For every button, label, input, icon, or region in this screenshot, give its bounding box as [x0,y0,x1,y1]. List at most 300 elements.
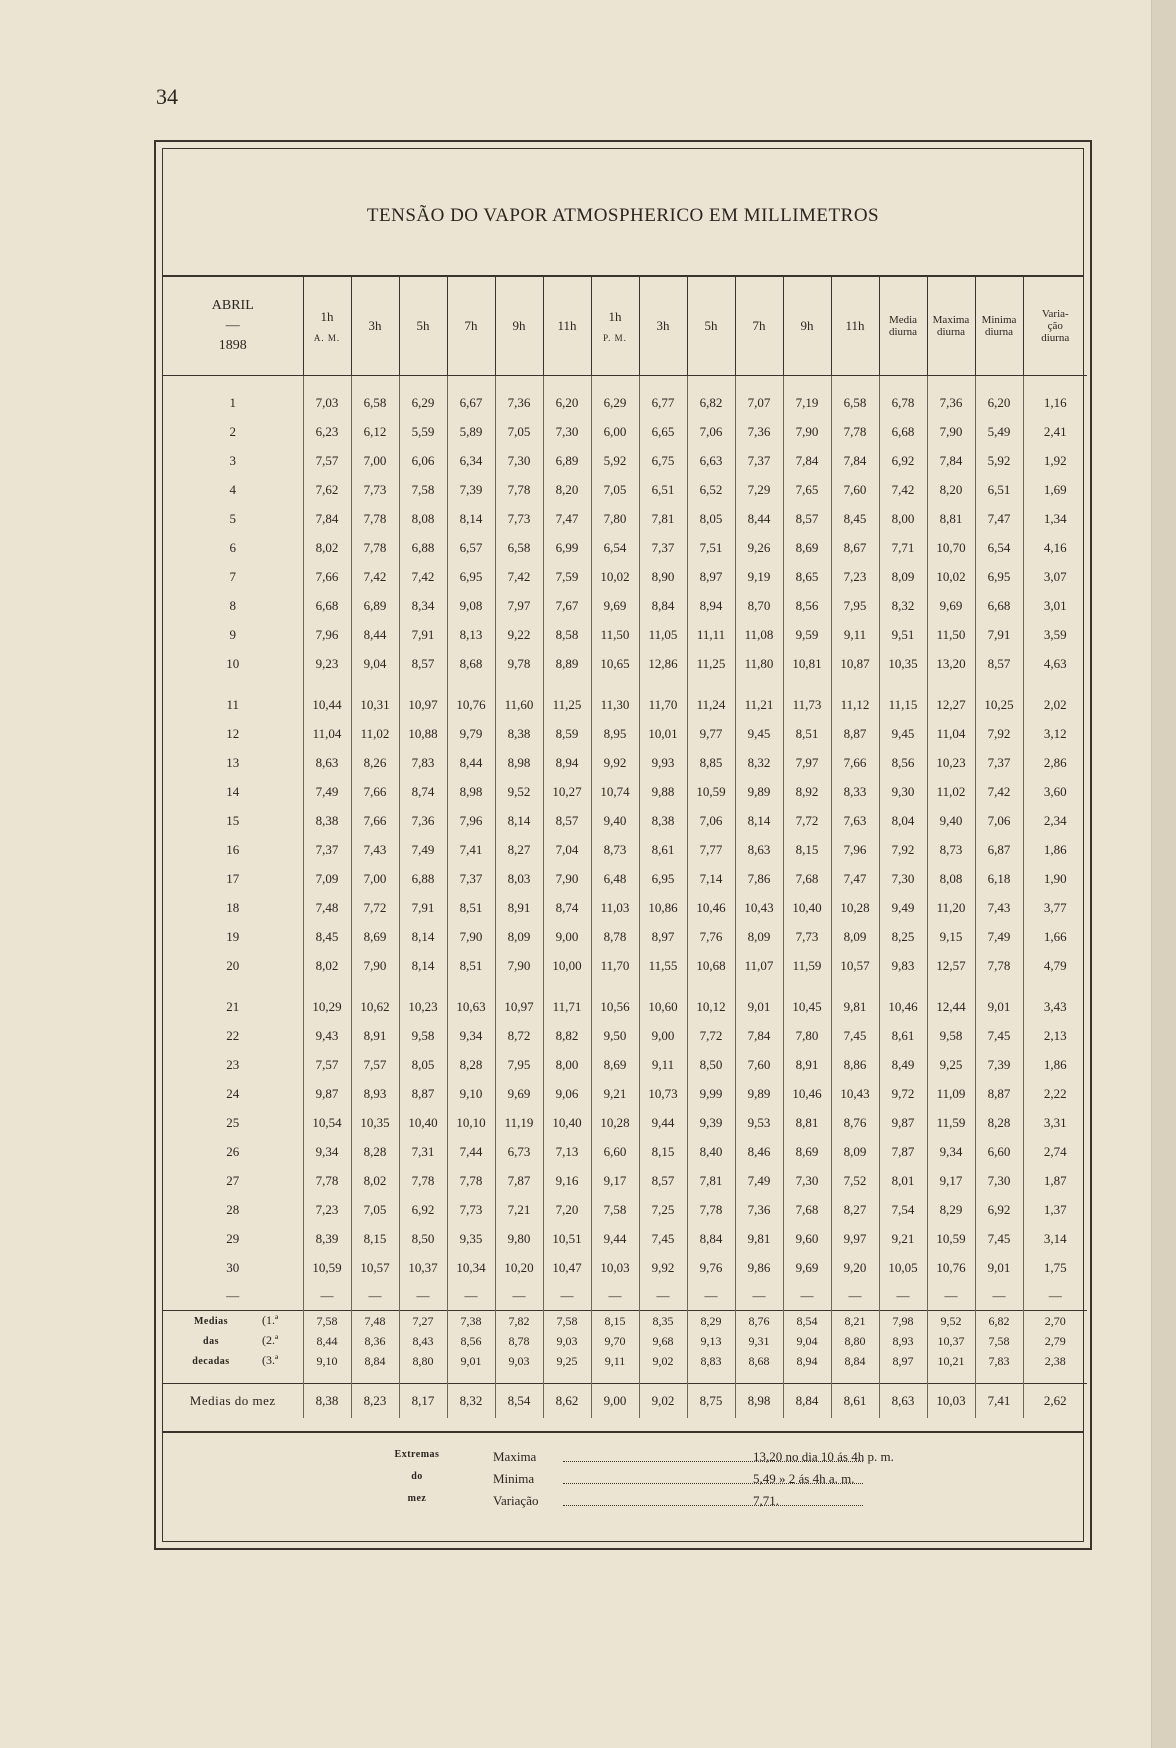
value-cell: 8,69 [783,1137,831,1166]
value-cell: 7,90 [783,417,831,446]
spacer-cell [351,1371,399,1384]
value-cell: 10,34 [447,1253,495,1282]
value-cell: 8,72 [495,1021,543,1050]
value-cell: 10,40 [399,1108,447,1137]
table-row [163,1021,1087,1050]
spacer-cell [303,376,351,389]
table-row [163,719,1087,748]
value-cell: 3,60 [1023,777,1087,806]
value-cell: 7,65 [783,475,831,504]
value-cell: 8,49 [879,1050,927,1079]
value-cell: 7,87 [879,1137,927,1166]
day-cell: 12 [226,725,240,741]
value-cell: 8,45 [831,504,879,533]
spacer-cell [591,1371,639,1384]
value-cell: 8,68 [447,649,495,678]
value-cell: 11,08 [735,620,783,649]
value-cell: 9,76 [687,1253,735,1282]
spacer-cell [975,1371,1023,1384]
value-cell: 9,92 [591,748,639,777]
value-cell: 8,27 [495,835,543,864]
value-cell: 7,37 [639,533,687,562]
value-cell: 8,21 [831,1311,879,1332]
spacer-cell [975,678,1023,690]
value-cell: 8,32 [735,748,783,777]
value-cell: 6,58 [831,388,879,417]
value-cell: 8,14 [447,504,495,533]
value-cell: 6,57 [447,533,495,562]
dash-cell: — [879,1282,927,1311]
value-cell: 8,45 [303,922,351,951]
value-cell: 7,51 [687,533,735,562]
value-cell: 9,17 [591,1166,639,1195]
spacer-cell [163,1371,303,1384]
value-cell: 9,40 [927,806,975,835]
value-cell: 7,06 [975,806,1023,835]
value-cell: 12,57 [927,951,975,980]
value-cell: 7,42 [351,562,399,591]
value-cell: 8,68 [735,1351,783,1371]
table-row [163,893,1087,922]
value-cell: 7,95 [495,1050,543,1079]
value-cell: 8,81 [927,504,975,533]
value-cell: 7,37 [303,835,351,864]
value-cell: 6,54 [591,533,639,562]
value-cell: 11,15 [879,690,927,719]
value-cell: 9,00 [639,1021,687,1050]
value-cell: 9,89 [735,777,783,806]
value-cell: 7,83 [975,1351,1023,1371]
value-cell: 7,20 [543,1195,591,1224]
value-cell: 7,57 [303,1050,351,1079]
value-cell: 9,93 [639,748,687,777]
value-cell: 10,12 [687,992,735,1021]
value-cell: 7,78 [303,1166,351,1195]
spacer-cell [783,980,831,992]
spacer-cell [879,678,927,690]
dash-cell: — [399,1282,447,1311]
value-cell: 10,59 [303,1253,351,1282]
decada-label-cell: Medias (1.ª [163,1311,303,1332]
value-cell: 8,29 [687,1311,735,1332]
value-cell: 7,84 [735,1021,783,1050]
value-cell: 8,28 [351,1137,399,1166]
hour-header: 3h [639,277,687,376]
value-cell: 7,72 [687,1021,735,1050]
value-cell: 9,25 [927,1050,975,1079]
spacer-cell [447,376,495,389]
value-cell: 10,74 [591,777,639,806]
value-cell: 9,45 [735,719,783,748]
value-cell: 7,83 [399,748,447,777]
value-cell: 1,66 [1023,922,1087,951]
day-cell: 16 [226,841,240,857]
value-cell: 6,82 [687,388,735,417]
value-cell: 8,02 [303,533,351,562]
value-cell: 11,03 [591,893,639,922]
value-cell: 7,66 [351,777,399,806]
value-cell: 8,51 [783,719,831,748]
value-cell: 10,21 [927,1351,975,1371]
spacer-cell [735,376,783,389]
value-cell: 7,41 [975,1384,1023,1419]
value-cell: 8,15 [639,1137,687,1166]
value-cell: 8,84 [639,591,687,620]
table-row [163,1137,1087,1166]
value-cell: 7,45 [975,1224,1023,1253]
value-cell: 7,48 [303,893,351,922]
value-cell: 11,04 [303,719,351,748]
value-cell: 10,60 [639,992,687,1021]
value-cell: 8,73 [927,835,975,864]
value-cell: 10,70 [927,533,975,562]
value-cell: 7,90 [927,417,975,446]
day-cell: 21 [226,998,240,1014]
day-cell: 20 [226,957,240,973]
value-cell: 7,36 [735,1195,783,1224]
spacer-cell [687,1371,735,1384]
value-cell: 10,35 [351,1108,399,1137]
value-cell: 9,11 [639,1050,687,1079]
value-cell: 8,01 [879,1166,927,1195]
value-cell: 12,86 [639,649,687,678]
value-cell: 12,27 [927,690,975,719]
decada-label: decadas [192,1356,230,1367]
value-cell: 10,02 [591,562,639,591]
value-cell: 8,14 [399,951,447,980]
value-cell: 7,76 [687,922,735,951]
spacer-cell [879,1371,927,1384]
value-cell: 8,57 [783,504,831,533]
value-cell: 2,41 [1023,417,1087,446]
spacer-cell [735,980,783,992]
value-cell: 9,43 [303,1021,351,1050]
value-cell: 2,13 [1023,1021,1087,1050]
value-cell: 8,05 [687,504,735,533]
value-cell: 10,97 [399,690,447,719]
spacer-cell [975,980,1023,992]
value-cell: 7,58 [591,1195,639,1224]
value-cell: 8,67 [831,533,879,562]
spacer-cell [591,376,639,389]
value-cell: 7,66 [831,748,879,777]
spacer-cell [351,678,399,690]
value-cell: 7,27 [399,1311,447,1332]
value-cell: 9,52 [927,1311,975,1332]
spacer-cell [783,1371,831,1384]
value-cell: 7,63 [831,806,879,835]
value-cell: 9,49 [879,893,927,922]
value-cell: 6,23 [303,417,351,446]
spacer-cell [495,980,543,992]
day-cell: 29 [226,1230,240,1246]
decada-row [163,1351,1087,1371]
spacer-cell [1023,376,1087,389]
value-cell: 8,08 [399,504,447,533]
table-row [163,417,1087,446]
extremas-label: do [411,1471,423,1482]
value-cell: 11,50 [927,620,975,649]
table-frame-inner [162,148,1084,1542]
value-cell: 1,87 [1023,1166,1087,1195]
table-row [163,922,1087,951]
spacer-cell [1023,980,1087,992]
table-row [163,992,1087,1021]
value-cell: 6,89 [543,446,591,475]
value-cell: 7,37 [975,748,1023,777]
value-cell: 8,83 [687,1351,735,1371]
table-row [163,475,1087,504]
value-cell: 7,73 [783,922,831,951]
hour-header: 1h A. M. [303,277,351,376]
value-cell: 8,80 [399,1351,447,1371]
table-row [163,388,1087,417]
value-cell: 12,44 [927,992,975,1021]
dash-cell: — [639,1282,687,1311]
value-cell: 9,88 [639,777,687,806]
day-cell: 1 [229,394,236,410]
value-cell: 11,73 [783,690,831,719]
value-cell: 9,77 [687,719,735,748]
value-cell: 10,27 [543,777,591,806]
day-cell: 25 [226,1114,240,1130]
value-cell: 11,70 [591,951,639,980]
value-cell: 8,04 [879,806,927,835]
decada-label-cell: das (2.ª [163,1331,303,1351]
value-cell: 10,46 [783,1079,831,1108]
table-row [163,1253,1087,1282]
table-row [163,504,1087,533]
value-cell: 10,62 [351,992,399,1021]
value-cell: 11,80 [735,649,783,678]
value-cell: 7,90 [351,951,399,980]
value-cell: 10,46 [879,992,927,1021]
value-cell: 11,59 [927,1108,975,1137]
hour-header: 11h [831,277,879,376]
value-cell: 9,92 [639,1253,687,1282]
value-cell: 7,30 [879,864,927,893]
value-cell: 6,65 [639,417,687,446]
value-cell: 7,92 [879,835,927,864]
value-cell: 6,51 [975,475,1023,504]
value-cell: 11,55 [639,951,687,980]
spacer-cell [591,980,639,992]
value-cell: 6,68 [975,591,1023,620]
value-cell: 8,09 [495,922,543,951]
value-cell: 7,66 [351,806,399,835]
value-cell: 1,37 [1023,1195,1087,1224]
extremas-name: Maxima [493,1449,537,1464]
value-cell: 1,86 [1023,835,1087,864]
value-cell: 10,57 [351,1253,399,1282]
dash-cell: — [1023,1282,1087,1311]
value-cell: 9,02 [639,1384,687,1419]
value-cell: 8,38 [303,1384,351,1419]
value-cell: 7,04 [543,835,591,864]
extremas-value: 7,71. [753,1493,779,1508]
value-cell: 7,81 [639,504,687,533]
hour-header: 5h [399,277,447,376]
value-cell: 8,56 [447,1331,495,1351]
value-cell: 10,00 [543,951,591,980]
value-cell: 2,38 [1023,1351,1087,1371]
value-cell: 7,97 [495,591,543,620]
day-cell: 19 [226,928,240,944]
value-cell: 7,47 [975,504,1023,533]
value-cell: 8,02 [351,1166,399,1195]
value-cell: 9,23 [303,649,351,678]
value-cell: 6,51 [639,475,687,504]
value-cell: 10,28 [831,893,879,922]
value-cell: 9,17 [927,1166,975,1195]
table-row [163,533,1087,562]
value-cell: 8,98 [735,1384,783,1419]
value-cell: 5,89 [447,417,495,446]
value-cell: 7,23 [303,1195,351,1224]
value-cell: 9,40 [591,806,639,835]
value-cell: 7,59 [543,562,591,591]
value-cell: 7,00 [351,864,399,893]
day-cell: 28 [226,1201,240,1217]
value-cell: 4,63 [1023,649,1087,678]
value-cell: 7,45 [975,1021,1023,1050]
spacer-cell [1023,1371,1087,1384]
spacer-cell [687,376,735,389]
value-cell: 6,18 [975,864,1023,893]
value-cell: 8,69 [783,533,831,562]
value-cell: 7,60 [831,475,879,504]
value-cell: 10,73 [639,1079,687,1108]
spacer-cell [543,678,591,690]
value-cell: 2,62 [1023,1384,1087,1419]
value-cell: 8,92 [783,777,831,806]
value-cell: 6,60 [591,1137,639,1166]
spacer-row [163,376,1087,389]
spacer-cell [163,980,303,992]
spacer-cell [351,980,399,992]
value-cell: 11,30 [591,690,639,719]
table-frame [154,140,1092,1550]
value-cell: 9,80 [495,1224,543,1253]
value-cell: 10,25 [975,690,1023,719]
spacer-cell [927,1371,975,1384]
value-cell: 7,41 [447,835,495,864]
value-cell: 9,11 [591,1351,639,1371]
value-cell: 8,28 [975,1108,1023,1137]
value-cell: 7,95 [831,591,879,620]
value-cell: 9,58 [927,1021,975,1050]
dash-cell: — [543,1282,591,1311]
value-cell: 10,59 [687,777,735,806]
value-cell: 8,86 [831,1050,879,1079]
value-cell: 9,70 [591,1331,639,1351]
value-cell: 9,03 [495,1351,543,1371]
value-cell: 8,33 [831,777,879,806]
value-cell: 9,19 [735,562,783,591]
table-row [163,835,1087,864]
value-cell: 2,22 [1023,1079,1087,1108]
spacer-cell [543,1371,591,1384]
value-cell: 13,20 [927,649,975,678]
value-cell: 8,51 [447,951,495,980]
value-cell: 11,24 [687,690,735,719]
dash-cell: — [447,1282,495,1311]
value-cell: 8,98 [495,748,543,777]
value-cell: 7,96 [447,806,495,835]
value-cell: 7,14 [687,864,735,893]
value-cell: 2,86 [1023,748,1087,777]
value-cell: 9,20 [831,1253,879,1282]
value-cell: 6,20 [975,388,1023,417]
value-cell: 7,78 [351,504,399,533]
value-cell: 8,63 [879,1384,927,1419]
value-cell: 3,43 [1023,992,1087,1021]
value-cell: 7,66 [303,562,351,591]
value-cell: 9,08 [447,591,495,620]
value-cell: 7,78 [831,417,879,446]
day-cell: 2 [229,423,236,439]
value-cell: 6,73 [495,1137,543,1166]
spacer-cell [879,980,927,992]
value-cell: 7,23 [831,562,879,591]
value-cell: 7,91 [399,620,447,649]
spacer-cell [163,376,303,389]
value-cell: 7,06 [687,806,735,835]
value-cell: 7,84 [831,446,879,475]
value-cell: 2,79 [1023,1331,1087,1351]
value-cell: 7,44 [447,1137,495,1166]
value-cell: 7,37 [447,864,495,893]
spacer-cell [735,678,783,690]
value-cell: 7,77 [687,835,735,864]
value-cell: 8,28 [447,1050,495,1079]
value-cell: 8,36 [351,1331,399,1351]
value-cell: 7,36 [399,806,447,835]
value-cell: 9,69 [783,1253,831,1282]
value-cell: 10,86 [639,893,687,922]
value-cell: 7,49 [735,1166,783,1195]
value-cell: 6,54 [975,533,1023,562]
value-cell: 6,29 [591,388,639,417]
value-cell: 9,21 [591,1079,639,1108]
table-row [163,591,1087,620]
value-cell: 8,14 [495,806,543,835]
value-cell: 9,34 [927,1137,975,1166]
value-cell: 11,50 [591,620,639,649]
page-edge [1151,0,1176,1748]
day-cell: 5 [229,510,236,526]
value-cell: 9,11 [831,620,879,649]
day-cell: 10 [226,655,240,671]
value-cell: 8,34 [399,591,447,620]
value-cell: 8,93 [351,1079,399,1108]
spacer-cell [783,376,831,389]
value-cell: 4,79 [1023,951,1087,980]
value-cell: 10,47 [543,1253,591,1282]
value-cell: 11,25 [687,649,735,678]
day-cell: 30 [226,1259,240,1275]
value-cell: 7,60 [735,1050,783,1079]
value-cell: 9,10 [447,1079,495,1108]
value-cell: 7,90 [495,951,543,980]
spacer-cell [831,1371,879,1384]
value-cell: 8,97 [687,562,735,591]
value-cell: 10,65 [591,649,639,678]
value-cell: 6,75 [639,446,687,475]
value-cell: 1,86 [1023,1050,1087,1079]
value-cell: 7,58 [975,1331,1023,1351]
value-cell: 9,39 [687,1108,735,1137]
